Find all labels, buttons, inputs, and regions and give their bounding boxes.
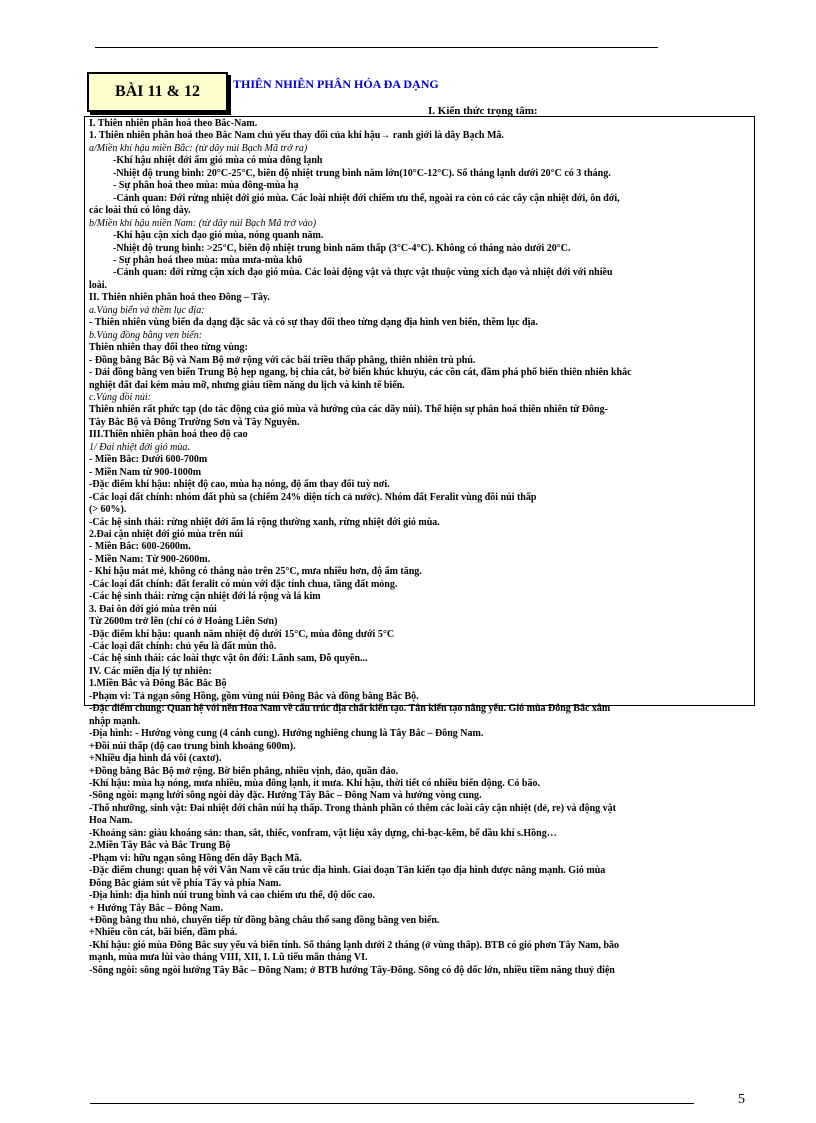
content-line: +Đồng bằng thu nhỏ, chuyển tiếp từ đồng bằng châu thổ sang đồng bằng ven biển.	[89, 915, 440, 926]
content-line: - Sự phân hoá theo mùa: mùa đông-mùa hạ	[113, 180, 299, 192]
content-line: -Sông ngòi: mạng lưới sông ngòi dày đặc. Hướng Tây Bắc – Đông Nam và hướng vòng cung.	[89, 790, 482, 802]
content-line: -Đặc điểm chung: quan hệ với Vân Nam về cấu trúc địa hình. Giai đoạn Tân kiến tạo địa hình được nâng mạnh. Gió mùa	[89, 865, 606, 877]
content-line: Thiên nhiên thay đổi theo từng vùng:	[89, 342, 248, 354]
content-line: Tây Bắc Bộ và Đông Trường Sơn và Tây Nguyên.	[89, 416, 300, 428]
content-line: a/Miền khí hậu miền Bắc: (từ dãy núi Bạch Mã trở ra)	[89, 142, 308, 154]
content-line: nhập mạnh.	[89, 715, 141, 727]
content-line: -Các hệ sinh thái: rừng cận nhiệt đới lá rộng và lá kim	[89, 591, 321, 603]
lesson-label: BÀI 11 & 12	[115, 83, 200, 100]
content-line: + Hướng Tây Bắc – Đông Nam.	[89, 902, 224, 914]
top-rule	[95, 47, 658, 48]
content-line: -Đặc điểm khí hậu: nhiệt độ cao, mùa hạ nóng, độ ẩm thay đổi tuỳ nơi.	[89, 479, 390, 491]
lesson-title: THIÊN NHIÊN PHÂN HÓA ĐA DẠNG	[233, 77, 439, 91]
content-line: -Các hệ sinh thái: rừng nhiệt đới ẩm lá rộng thường xanh, rừng nhiệt đới gió mùa.	[89, 516, 440, 528]
content-line: -Khoáng sản: giàu khoáng sản: than, sắt, thiếc, vonfram, vật liệu xây dựng, chì-bạc-kẽm, bể dầu khí s.Hồng…	[89, 827, 557, 839]
content-line: -Nhiệt độ trung bình: >25°C, biên độ nhiệt trung bình năm thấp (3°C-4°C). Không có tháng nào dưới 20°C.	[113, 242, 571, 254]
content-line: -Khí hậu nhiệt đới ẩm gió mùa có mùa đông lạnh	[113, 155, 323, 167]
content-line: - Miền Bắc: Dưới 600-700m	[89, 454, 208, 466]
content-line: II. Thiên nhiên phân hoá theo Đông – Tây.	[89, 292, 270, 304]
content-line: -Khí hậu cận xích đạo gió mùa, nóng quanh năm.	[113, 230, 324, 242]
content-line: - Miền Bắc: 600-2600m.	[89, 541, 191, 553]
content-line: c.Vùng đồi núi:	[89, 391, 151, 403]
content-line: Đông Bắc giảm sút về phía Tây và phía Nam.	[89, 877, 282, 889]
content-line: 1.Miền Bắc và Đông Bắc Bắc Bộ	[89, 678, 227, 690]
content-line: -Địa hình: địa hình núi trung bình và cao chiếm ưu thế, độ dốc cao.	[89, 890, 376, 902]
content-line: (> 60%).	[89, 504, 127, 516]
content-line: +Đồng bằng Bắc Bộ mở rộng. Bờ biển phẳng, nhiều vịnh, đảo, quần đảo.	[89, 765, 399, 777]
content-line: loài.	[89, 279, 108, 291]
content-line: - Miền Nam từ 900-1000m	[89, 466, 202, 478]
lesson-label-box	[87, 72, 228, 112]
content-line: - Thiên nhiên vùng biển đa dạng đặc sắc và có sự thay đổi theo từng dạng địa hình ven biển, thềm lục địa.	[89, 317, 538, 329]
content-line: mạnh, mùa mưa lùi vào tháng VIII, XII, I. Lũ tiểu mãn tháng VI.	[89, 952, 368, 964]
content-line: -Địa hình: - Hướng vòng cung (4 cánh cung). Hướng nghiêng chung là Tây Bắc – Đông Nam.	[89, 728, 484, 740]
content-line: I. Thiên nhiên phân hoá theo Bắc-Nam.	[89, 118, 258, 129]
content-line: 2.Miền Tây Bắc và Bắc Trung Bộ	[89, 840, 231, 852]
content-line: 1. Thiên nhiên phân hoá theo Bắc Nam chủ yếu thay đổi của khí hậu→ ranh giới là dãy Bạch Mã.	[89, 130, 504, 142]
content-line: +Nhiều cồn cát, bãi biển, đầm phá.	[89, 927, 238, 939]
content-line: +Đồi núi thấp (độ cao trung bình khoảng 600m).	[89, 740, 296, 752]
content-line: b/Miền khí hậu miền Nam: (từ dãy núi Bạch Mã trở vào)	[89, 217, 317, 229]
content-line: Hoa Nam.	[89, 815, 133, 827]
content-line: 1/ Đai nhiệt đới gió mùa.	[89, 441, 190, 453]
content-line: - Dải đồng bằng ven biển Trung Bộ hẹp ngang, bị chia cắt, bờ biển khúc khuỷu, các cồn cát, đầm phá phổ biến thiên nhiên khắc	[89, 367, 632, 379]
content-line: -Các loại đất chính: đất feralit có mùn với đặc tính chua, tầng đất mỏng.	[89, 578, 398, 590]
section-heading: I. Kiến thức trọng tâm:	[428, 105, 538, 117]
content-line: -Khí hậu: gió mùa Đông Bắc suy yếu và biến tính. Số tháng lạnh dưới 2 tháng (ở vùng thấp). BTB có gió phơn Tây Nam, bão	[89, 939, 620, 951]
content-line: - Sự phân hoá theo mùa: mùa mưa-mùa khô	[113, 254, 303, 266]
content-line: -Đặc điểm khí hậu: quanh năm nhiệt độ dưới 15°C, mùa đông dưới 5°C	[89, 628, 395, 640]
page-number: 5	[738, 1092, 745, 1107]
content-line: -Các loại đất chính: chủ yếu là đất mùn thô.	[89, 641, 277, 653]
content-line: nghiệt đất đai kém màu mỡ, nhưng giàu tiềm năng du lịch và kinh tế biển.	[89, 379, 405, 391]
content-line: IV. Các miền địa lý tự nhiên:	[89, 665, 212, 677]
content-line: -Cảnh quan: Đới rừng nhiệt đới gió mùa. Các loài nhiệt đới chiếm ưu thế, ngoài ra còn có các cây cận nhiệt đới, ôn đới,	[113, 192, 620, 204]
content-line: III.Thiên nhiên phân hoá theo độ cao	[89, 429, 248, 441]
bottom-rule	[90, 1103, 694, 1104]
content-line: Từ 2600m trở lên (chỉ có ở Hoàng Liên Sơn)	[89, 616, 278, 628]
content-line: -Phạm vi: hữu ngạn sông Hồng đến dãy Bạch Mã.	[89, 852, 302, 864]
content-line: 3. Đai ôn đới gió mùa trên núi	[89, 603, 217, 615]
content-line: - Đồng bằng Bắc Bộ và Nam Bộ mở rộng với các bãi triều thấp phẳng, thiên nhiên trù phú.	[89, 354, 476, 366]
content-line: -Các hệ sinh thái: các loài thực vật ôn đới: Lãnh sam, Đỗ quyên...	[89, 653, 368, 665]
content-line: - Khí hậu mát mẻ, không có tháng nào trên 25°C, mưa nhiều hơn, độ ẩm tăng.	[89, 566, 422, 578]
content-line: -Phạm vi: Tả ngạn sông Hồng, gồm vùng núi Đông Bắc và đồng bằng Bắc Bộ.	[89, 690, 419, 702]
content-line: Thiên nhiên rất phức tạp (do tác động của gió mùa và hướng của các dãy núi). Thể hiện sự phân hoá thiên nhiên từ Đông-	[89, 404, 608, 416]
content-line: -Khí hậu: mùa hạ nóng, mưa nhiều, mùa đông lạnh, ít mưa. Khí hậu, thời tiết có nhiều biến động. Có bão.	[89, 778, 540, 790]
content-line: -Đặc điểm chung: Quan hệ với nền Hoa Nam về cấu trúc địa chất kiến tạo. Tân kiến tạo nâng yếu. Gió mùa Đông Bắc xâm	[89, 703, 611, 715]
content-line: - Miền Nam: Từ 900-2600m.	[89, 553, 211, 565]
content-line: -Sông ngòi: sông ngòi hướng Tây Bắc – Đông Nam; ở BTB hướng Tây-Đông. Sông có độ dốc lớn, nhiều tiềm năng thuỷ điện	[89, 964, 615, 976]
content-line: -Nhiệt độ trung bình: 20°C-25°C, biên độ nhiệt trung bình năm lớn(10°C-12°C). Số tháng lạnh dưới 20°C có 3 tháng.	[113, 167, 611, 179]
content-line: +Nhiều địa hình đá vôi (caxtơ).	[89, 753, 222, 765]
content-box	[84, 116, 755, 976]
content-line: các loài thú có lông dày.	[89, 205, 191, 217]
content-line: -Các loại đất chính: nhóm đất phù sa (chiếm 24% diện tích cả nước). Nhóm đất Feralit vùng đồi núi thấp	[89, 491, 537, 503]
content-line: b.Vùng đồng bằng ven biển:	[89, 329, 203, 341]
content-line: a.Vùng biển và thềm lục địa:	[89, 304, 205, 316]
content-line: -Cảnh quan: đới rừng cận xích đạo gió mùa. Các loài động vật và thực vật thuộc vùng xích đạo và nhiệt đới với nhiều	[113, 267, 613, 279]
content-line: -Thổ nhưỡng, sinh vật: Đai nhiệt đới chân núi hạ thấp. Trong thành phần có thêm các loài cây cận nhiệt (dẻ, re) và động vật	[89, 802, 616, 814]
content-line: 2.Đai cận nhiệt đới gió mùa trên núi	[89, 528, 243, 540]
